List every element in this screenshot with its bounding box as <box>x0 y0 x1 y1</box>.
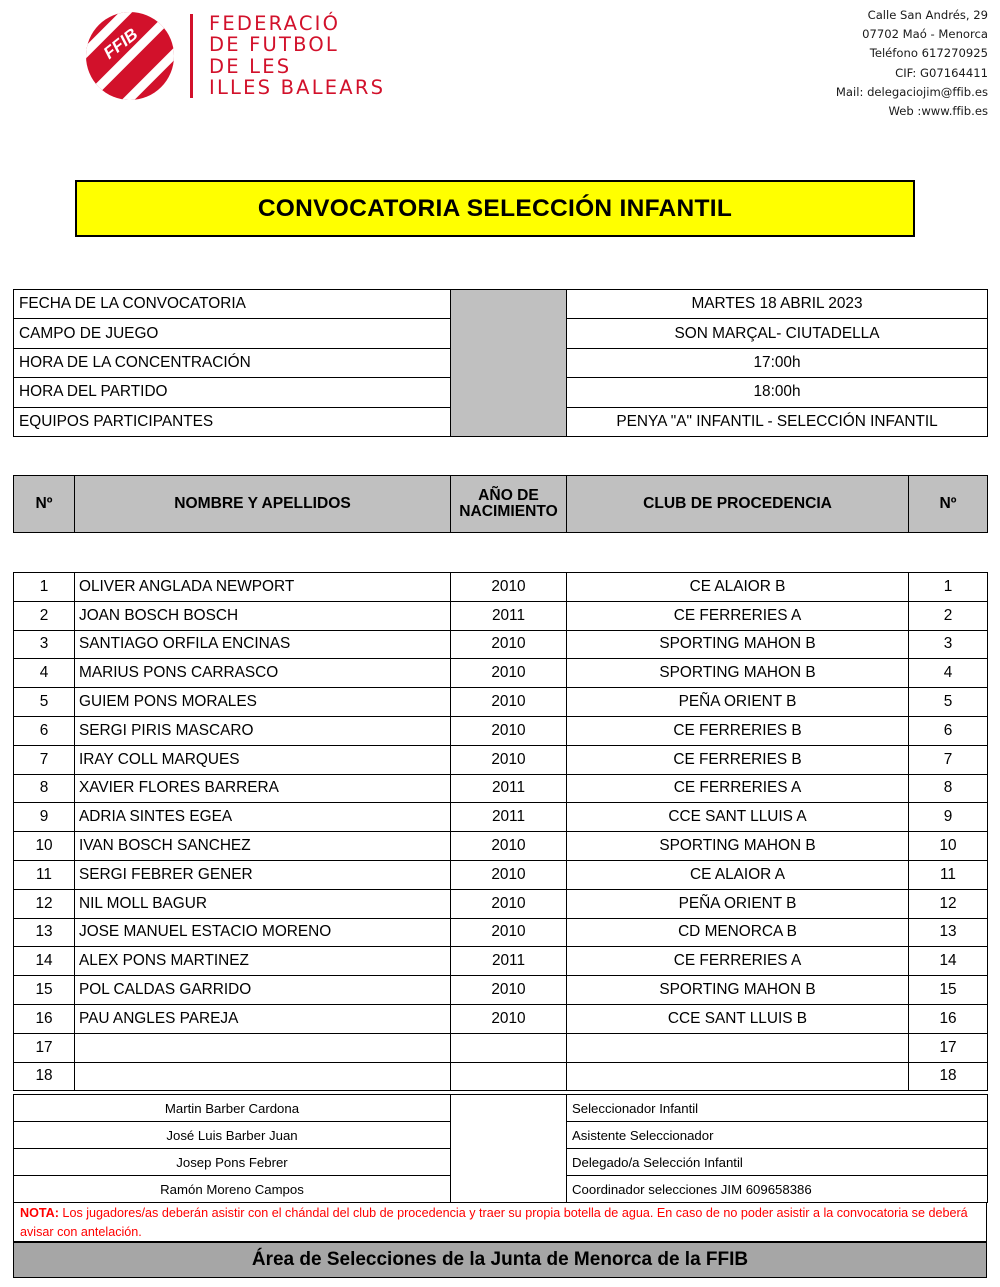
player-number-left: 3 <box>14 630 75 659</box>
federation-name-line-2: DE FUTBOL <box>209 33 339 56</box>
player-number-left: 1 <box>14 573 75 602</box>
info-value-equipos: PENYA "A" INFANTIL - SELECCIÓN INFANTIL <box>567 407 988 436</box>
federation-name-line-4: ILLES BALEARS <box>209 76 386 99</box>
player-birth-year: 2010 <box>451 630 567 659</box>
ffib-ball-logo-icon <box>84 10 176 102</box>
player-number-right: 17 <box>909 1033 988 1062</box>
player-number-right: 6 <box>909 716 988 745</box>
player-name: IVAN BOSCH SANCHEZ <box>75 832 451 861</box>
federation-name <box>209 13 385 99</box>
player-club: CE FERRERIES A <box>567 774 909 803</box>
player-number-right: 18 <box>909 1062 988 1091</box>
note-block <box>13 1202 987 1242</box>
player-number-right: 14 <box>909 947 988 976</box>
player-number-right: 12 <box>909 889 988 918</box>
staff-person-delegado: Josep Pons Febrer <box>14 1149 451 1176</box>
player-birth-year: 2010 <box>451 976 567 1005</box>
convocation-info-body <box>14 290 988 437</box>
player-club <box>567 1062 909 1091</box>
page-title <box>75 180 915 237</box>
column-header-birthyear <box>451 476 567 533</box>
player-birth-year: 2010 <box>451 745 567 774</box>
column-header-birthyear-line2: NACIMIENTO <box>459 503 558 520</box>
table-row <box>14 889 988 918</box>
player-number-right: 16 <box>909 1004 988 1033</box>
player-club: SPORTING MAHON B <box>567 659 909 688</box>
player-name: SERGI FEBRER GENER <box>75 860 451 889</box>
player-number-left: 2 <box>14 601 75 630</box>
player-name: NIL MOLL BAGUR <box>75 889 451 918</box>
player-club: CCE SANT LLUIS A <box>567 803 909 832</box>
note-text: Los jugadores/as deberán asistir con el chándal del club de procedencia y traer su propia botella de agua. En caso de no poder asistir a la convocatoria se deberá avisar con antelación. <box>20 1206 968 1239</box>
note-prefix: NOTA: <box>20 1206 59 1220</box>
player-number-left: 4 <box>14 659 75 688</box>
player-number-left: 8 <box>14 774 75 803</box>
players-table-header <box>13 475 987 533</box>
player-name: POL CALDAS GARRIDO <box>75 976 451 1005</box>
player-number-left: 14 <box>14 947 75 976</box>
player-number-left: 16 <box>14 1004 75 1033</box>
convocation-info-table <box>13 289 987 436</box>
player-club: CCE SANT LLUIS B <box>567 1004 909 1033</box>
players-header-row <box>14 476 988 533</box>
player-club: CE ALAIOR A <box>567 860 909 889</box>
player-name: JOSE MANUEL ESTACIO MORENO <box>75 918 451 947</box>
svg-text:FFIB: FFIB <box>99 24 142 63</box>
player-birth-year <box>451 1033 567 1062</box>
column-header-num-right: Nº <box>909 476 988 533</box>
staff-role-coordinador: Coordinador selecciones JIM 609658386 <box>567 1176 988 1203</box>
document-header <box>0 0 1000 135</box>
table-row <box>14 976 988 1005</box>
player-name: GUIEM PONS MORALES <box>75 688 451 717</box>
contact-info <box>836 6 988 121</box>
player-number-right: 3 <box>909 630 988 659</box>
player-birth-year: 2010 <box>451 716 567 745</box>
info-value-campo: SON MARÇAL- CIUTADELLA <box>567 319 988 348</box>
player-club: CE FERRERIES B <box>567 716 909 745</box>
player-birth-year: 2011 <box>451 774 567 803</box>
contact-address: Calle San Andrés, 29 <box>867 8 988 22</box>
staff-gap-column <box>451 1095 567 1203</box>
staff-person-seleccionador: Martin Barber Cardona <box>14 1095 451 1122</box>
info-gap-column <box>451 290 567 437</box>
player-number-right: 9 <box>909 803 988 832</box>
player-birth-year: 2011 <box>451 601 567 630</box>
player-birth-year: 2010 <box>451 889 567 918</box>
table-row <box>14 803 988 832</box>
player-birth-year <box>451 1062 567 1091</box>
player-club: CE ALAIOR B <box>567 573 909 602</box>
info-label-concentracion: HORA DE LA CONCENTRACIÓN <box>14 348 451 377</box>
player-birth-year: 2010 <box>451 688 567 717</box>
player-name: JOAN BOSCH BOSCH <box>75 601 451 630</box>
staff-role-seleccionador: Seleccionador Infantil <box>567 1095 988 1122</box>
table-row <box>14 1033 988 1062</box>
staff-body <box>14 1095 988 1203</box>
table-row <box>14 860 988 889</box>
column-header-num-left: Nº <box>14 476 75 533</box>
info-row-fecha <box>14 290 988 319</box>
player-number-right: 7 <box>909 745 988 774</box>
table-row <box>14 918 988 947</box>
table-row <box>14 688 988 717</box>
player-birth-year: 2011 <box>451 947 567 976</box>
table-row <box>14 947 988 976</box>
table-row <box>14 573 988 602</box>
player-name: XAVIER FLORES BARRERA <box>75 774 451 803</box>
info-label-fecha: FECHA DE LA CONVOCATORIA <box>14 290 451 319</box>
player-name: MARIUS PONS CARRASCO <box>75 659 451 688</box>
contact-web: Web :www.ffib.es <box>888 104 988 119</box>
table-row <box>14 601 988 630</box>
player-number-left: 11 <box>14 860 75 889</box>
player-club: PEÑA ORIENT B <box>567 889 909 918</box>
player-name <box>75 1033 451 1062</box>
staff-table <box>13 1094 987 1203</box>
column-header-birthyear-line1: AÑO DE <box>478 487 539 504</box>
info-label-partido: HORA DEL PARTIDO <box>14 378 451 407</box>
player-number-left: 17 <box>14 1033 75 1062</box>
player-number-right: 10 <box>909 832 988 861</box>
info-label-campo: CAMPO DE JUEGO <box>14 319 451 348</box>
staff-role-delegado: Delegado/a Selección Infantil <box>567 1149 988 1176</box>
table-row <box>14 1062 988 1091</box>
player-club <box>567 1033 909 1062</box>
player-birth-year: 2010 <box>451 832 567 861</box>
player-birth-year: 2010 <box>451 860 567 889</box>
footer-text: Área de Selecciones de la Junta de Menorca de la FFIB <box>251 1249 749 1270</box>
staff-person-coordinador: Ramón Moreno Campos <box>14 1176 451 1203</box>
player-number-left: 13 <box>14 918 75 947</box>
staff-row-seleccionador <box>14 1095 988 1122</box>
player-name <box>75 1062 451 1091</box>
player-number-right: 1 <box>909 573 988 602</box>
table-row <box>14 1004 988 1033</box>
contact-phone: Teléfono 617270925 <box>869 46 988 61</box>
player-number-right: 4 <box>909 659 988 688</box>
column-header-club: CLUB DE PROCEDENCIA <box>567 476 909 533</box>
player-club: CE FERRERIES B <box>567 745 909 774</box>
player-name: ADRIA SINTES EGEA <box>75 803 451 832</box>
federation-name-line-3: DE LES <box>209 54 292 78</box>
contact-cif: CIF: G07164411 <box>895 65 988 80</box>
player-birth-year: 2010 <box>451 1004 567 1033</box>
table-row <box>14 774 988 803</box>
player-name: SERGI PIRIS MASCARO <box>75 716 451 745</box>
player-club: CE FERRERIES A <box>567 947 909 976</box>
player-number-left: 18 <box>14 1062 75 1091</box>
staff-person-asistente: José Luis Barber Juan <box>14 1122 451 1149</box>
player-club: CD MENORCA B <box>567 918 909 947</box>
contact-mail: Mail: delegaciojim@ffib.es <box>835 84 988 99</box>
player-birth-year: 2010 <box>451 918 567 947</box>
player-number-left: 10 <box>14 832 75 861</box>
table-row <box>14 832 988 861</box>
players-table-body <box>13 572 987 1091</box>
staff-role-asistente: Asistente Seleccionador <box>567 1122 988 1149</box>
info-value-partido: 18:00h <box>567 378 988 407</box>
player-name: ALEX PONS MARTINEZ <box>75 947 451 976</box>
player-number-left: 6 <box>14 716 75 745</box>
info-value-concentracion: 17:00h <box>567 348 988 377</box>
player-birth-year: 2010 <box>451 659 567 688</box>
player-club: SPORTING MAHON B <box>567 630 909 659</box>
federation-logo-block <box>84 8 385 103</box>
logo-divider <box>190 14 193 98</box>
player-birth-year: 2011 <box>451 803 567 832</box>
player-name: IRAY COLL MARQUES <box>75 745 451 774</box>
player-number-right: 15 <box>909 976 988 1005</box>
player-name: OLIVER ANGLADA NEWPORT <box>75 573 451 602</box>
player-number-right: 8 <box>909 774 988 803</box>
federation-name-line-1: FEDERACIÓ <box>209 11 341 35</box>
player-name: SANTIAGO ORFILA ENCINAS <box>75 630 451 659</box>
table-row <box>14 745 988 774</box>
contact-city: 07702 Maó - Menorca <box>862 27 988 42</box>
player-name: PAU ANGLES PAREJA <box>75 1004 451 1033</box>
player-number-left: 7 <box>14 745 75 774</box>
page-title-text: CONVOCATORIA SELECCIÓN INFANTIL <box>257 194 733 222</box>
table-row <box>14 659 988 688</box>
player-number-left: 15 <box>14 976 75 1005</box>
player-club: SPORTING MAHON B <box>567 976 909 1005</box>
player-number-left: 5 <box>14 688 75 717</box>
info-value-fecha: MARTES 18 ABRIL 2023 <box>567 290 988 319</box>
player-birth-year: 2010 <box>451 573 567 602</box>
player-number-right: 5 <box>909 688 988 717</box>
player-number-left: 9 <box>14 803 75 832</box>
player-club: PEÑA ORIENT B <box>567 688 909 717</box>
player-number-right: 2 <box>909 601 988 630</box>
column-header-name: NOMBRE Y APELLIDOS <box>75 476 451 533</box>
footer-band <box>13 1242 987 1278</box>
player-number-right: 13 <box>909 918 988 947</box>
info-label-equipos: EQUIPOS PARTICIPANTES <box>14 407 451 436</box>
player-club: SPORTING MAHON B <box>567 832 909 861</box>
player-number-right: 11 <box>909 860 988 889</box>
table-row <box>14 630 988 659</box>
player-number-left: 12 <box>14 889 75 918</box>
table-row <box>14 716 988 745</box>
player-club: CE FERRERIES A <box>567 601 909 630</box>
players-rows-container <box>14 573 988 1091</box>
